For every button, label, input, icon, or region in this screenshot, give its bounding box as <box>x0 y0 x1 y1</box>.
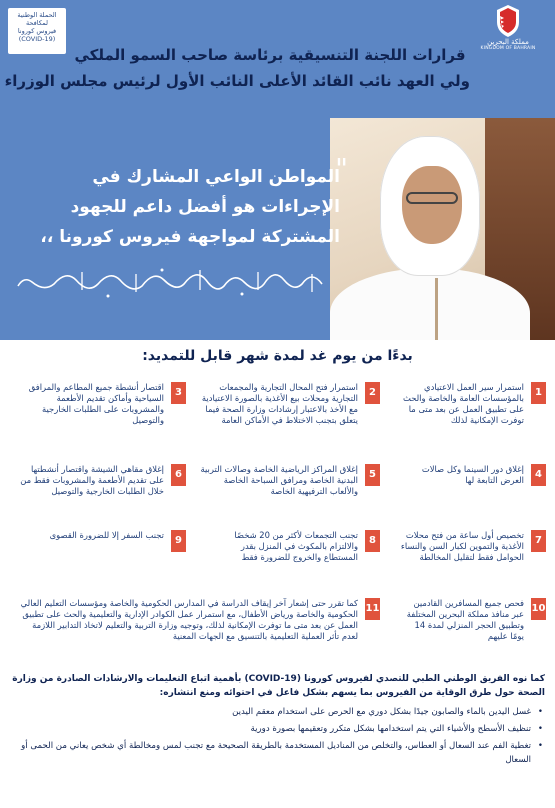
measure-item <box>200 464 380 508</box>
quote-line-2: الإجراءات هو أفضل داعم للجهود <box>70 197 340 217</box>
measure-item <box>14 382 186 438</box>
measure-text: تجنب التجمعات لأكثر من 20 شخصًا والالتزام بالمكوث في المنزل بقدر المستطاع والخروج للضرورة فقط <box>234 530 358 562</box>
measure-item <box>400 530 546 586</box>
measure-number-badge: 1 <box>531 382 546 404</box>
photo-figure-glasses <box>406 192 458 204</box>
badge-line: فيروس كورونا <box>17 27 57 35</box>
measure-item <box>14 464 186 520</box>
photo-figure-cord <box>435 278 438 340</box>
measure-text: تخصيص أول ساعة من فتح محلات الأغذية والتموين لكبار السن والنساء الحوامل فقط لتقليل المخالطة <box>400 530 524 562</box>
measure-text: فحص جميع المسافرين القادمين عبر منافذ مملكة البحرين المختلفة وتطبيق الحجر المنزلي لمدة 14 يومًا عليهم <box>406 598 524 641</box>
guidance-list-item: • غسل اليدين بالماء والصابون جيدًا بشكل دوري مع الحرص على استخدام معقم اليدين <box>10 705 531 719</box>
bahrain-emblem-icon <box>495 4 521 38</box>
quote-block <box>40 152 348 252</box>
health-guidance-section <box>0 670 555 808</box>
logo-name-en: KINGDOM OF BAHRAIN <box>480 46 536 51</box>
measure-number-badge: 4 <box>531 464 546 486</box>
measure-number-badge: 3 <box>171 382 186 404</box>
measure-item <box>400 382 546 438</box>
measure-number-badge: 5 <box>365 464 380 486</box>
measure-text: تجنب السفر إلا للضرورة القصوى <box>49 530 164 540</box>
crown-prince-photo <box>330 118 555 340</box>
badge-line: (COVID-19) <box>18 35 56 43</box>
guidance-list <box>10 705 545 767</box>
kingdom-logo <box>473 4 543 64</box>
quote-line-3: المشتركة لمواجهة فيروس كورونا ،، <box>40 227 340 247</box>
quote-line-1: المواطن الواعي المشارك في <box>92 167 340 187</box>
measure-item <box>14 530 186 560</box>
measure-text: كما تقرر حتى إشعار آخر إيقاف الدراسة في المدارس الحكومية والخاصة ومؤسسات التعليم العالي الحكومية والخاصة ورياض الأطفال، مع استمرار عمل الكوادر الإدارية والتعليمية والحث على تطبيق العمل عن بعد متى ما توفرت الإمكانية لذلك، وتوجيه وزارة التربية والتعليم لاتخاذ التدابير اللازمة لعدم تأثر العملية التعليمية بالتنسيق مع الجهات المعنية <box>20 598 358 641</box>
measure-item <box>400 598 546 654</box>
logo-name-ar: مملكة البحرين <box>487 38 529 46</box>
campaign-badge <box>8 8 66 54</box>
measure-item <box>400 464 546 494</box>
measure-item <box>14 598 380 664</box>
badge-line: الحملة الوطنية <box>17 11 57 19</box>
measure-number-badge: 7 <box>531 530 546 552</box>
calligraphy-signature <box>12 262 330 302</box>
measure-text: إغلاق دور السينما وكل صالات العرض التابعة لها <box>421 464 524 485</box>
badge-line: لمكافحة <box>25 19 49 27</box>
measures-grid <box>0 372 555 670</box>
measure-text: استمرار سير العمل الاعتيادي بالمؤسسات العامة والخاصة والحث على تطبيق العمل عن بعد متى ما توفرت الإمكانية لذلك <box>403 382 524 425</box>
header-line-2: ولي العهد نائب القائد الأعلى النائب الأول لرئيس مجلس الوزراء <box>4 72 470 90</box>
photo-figure-face <box>402 166 462 244</box>
guidance-intro: كما نوه الفريق الوطني الطبي للتصدي لفيروس كورونا (COVID-19) بأهمية اتباع التعليمات والارشادات الصادرة من وزارة الصحة حول طرق الوقاية من الفيروس بما يسهم بشكل فاعل في احتوائه ومنع انتشاره: <box>12 674 545 698</box>
measure-number-badge: 9 <box>171 530 186 552</box>
guidance-list-item: • تنظيف الأسطح والأشياء التي يتم استخدامها بشكل متكرر وتعقيمها بصورة دورية <box>10 722 531 736</box>
measure-item <box>230 530 380 586</box>
measure-number-badge: 11 <box>365 598 380 620</box>
measure-number-badge: 8 <box>365 530 380 552</box>
measure-text: استمرار فتح المحال التجارية والمجمعات التجارية ومحلات بيع الأغذية بالصورة الاعتيادية مع الأخذ بالاعتبار إرشادات وزارة الصحة فيما يتعلق بتجنب الاختلاط في الأماكن العامة <box>201 382 358 425</box>
quote-mark-icon: " <box>335 152 348 185</box>
measure-text: إغلاق المراكز الرياضية الخاصة وصالات التربية البدنية الخاصة ومرافق السباحة الخاصة والألعاب الترفيهية الخاصة <box>200 464 358 496</box>
guidance-list-item: • تغطية الفم عند السعال أو العطاس، والتخلص من المناديل المستخدمة بالطريقة الصحيحة مع تجنب لمس ومخالطة أي شخص يعاني من الحمى أو السعال <box>10 739 531 767</box>
header-line-1: قرارات اللجنة التنسيقية برئاسة صاحب السمو الملكي <box>74 46 466 64</box>
page-header <box>4 42 470 94</box>
signature-graphic <box>12 262 330 302</box>
measure-item <box>200 382 380 448</box>
measure-number-badge: 2 <box>365 382 380 404</box>
measure-number-badge: 10 <box>531 598 546 620</box>
measure-number-badge: 6 <box>171 464 186 486</box>
duration-banner: بدءًا من يوم غد لمدة شهر قابل للتمديد: <box>0 340 555 372</box>
measure-text: اقتصار أنشطة جميع المطاعم والمرافق السياحية وأماكن تقديم الأطعمة والمشروبات على الطلبات الخارجية والتوصيل <box>28 382 164 425</box>
measure-text: إغلاق مقاهي الشيشة واقتصار أنشطتها على تقديم الأطعمة والمشروبات فقط من خلال الطلبات الخارجية والتوصيل <box>20 464 164 496</box>
